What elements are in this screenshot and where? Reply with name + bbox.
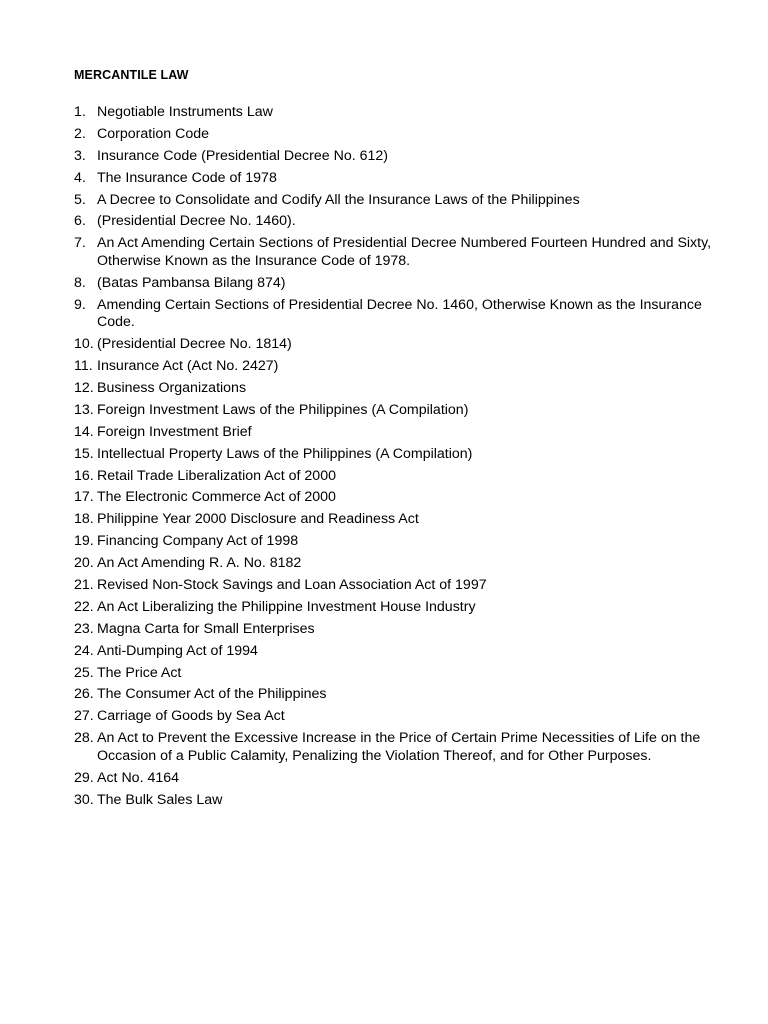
list-item-text: Revised Non-Stock Savings and Loan Association Act of 1997: [97, 577, 487, 593]
list-item-text: The Price Act: [97, 664, 182, 681]
list-item: [74, 468, 714, 486]
list-item-number: 16.: [74, 467, 94, 484]
list-item-text: (Presidential Decree No. 1814): [97, 336, 292, 353]
list-item: [74, 170, 714, 188]
list-item-number: 22.: [74, 598, 94, 615]
list-item: [74, 792, 714, 810]
list-item-text: (Presidential Decree No. 1460).: [97, 213, 296, 230]
list-item: [74, 643, 714, 661]
list-item-number: 30.: [74, 791, 94, 808]
list-item-text: The Bulk Sales Law: [97, 791, 223, 808]
list-item-text: The Insurance Code of 1978: [97, 169, 277, 186]
list-item: [74, 686, 714, 704]
list-item: [74, 621, 714, 639]
list-item-text: An Act Liberalizing the Philippine Investment House Industry: [97, 598, 476, 615]
list-item-number: 23.: [74, 620, 94, 637]
list-item-text: Foreign Investment Brief: [97, 423, 252, 440]
list-item-number: 14.: [74, 423, 94, 440]
list-item-text: Financing Company Act of 1998: [97, 533, 299, 550]
list-item-number: 10.: [74, 336, 94, 353]
list-item: [74, 533, 714, 551]
list-item-number: 11.: [74, 358, 93, 375]
list-item-text: The Consumer Act of the Philippines: [97, 686, 327, 703]
list-item-number: 18.: [74, 511, 94, 528]
list-item: [74, 213, 714, 231]
list-item: [74, 424, 714, 442]
list-item-number: 26.: [74, 686, 94, 703]
list-item-number: 25.: [74, 664, 94, 681]
list-item-number: 4.: [74, 169, 86, 186]
list-item-number: 7.: [74, 235, 86, 252]
list-item: [74, 148, 714, 166]
list-item: [74, 555, 714, 573]
list-item: [74, 511, 714, 529]
list-item: [74, 489, 714, 507]
list-item-text: Magna Carta for Small Enterprises: [97, 620, 315, 637]
list-item: [74, 402, 714, 420]
list-item-number: 17.: [74, 489, 94, 506]
list-item-text: Amending Certain Sections of Presidential Decree No. 1460, Otherwise Known as the Insurance Code.: [97, 296, 702, 331]
list-item: [74, 104, 714, 122]
list-item-number: 21.: [74, 577, 94, 593]
list-item-number: 20.: [74, 555, 94, 572]
list-item-number: 28.: [74, 730, 94, 747]
document-title: MERCANTILE LAW: [74, 68, 189, 82]
list-item-text: An Act to Prevent the Excessive Increase in the Price of Certain Prime Necessities of Life on the Occasion of a Public Calamity, Penalizing the Violation Thereof, and for Other Purposes.: [97, 730, 701, 764]
list-item: [74, 577, 714, 595]
list-item-text: Retail Trade Liberalization Act of 2000: [97, 467, 336, 484]
list-item-text: Corporation Code: [97, 125, 209, 142]
list-item-number: 6.: [74, 213, 86, 230]
list-item-number: 15.: [74, 445, 94, 462]
list-item: [74, 275, 714, 293]
list-item: [74, 708, 714, 726]
list-item-number: 12.: [74, 379, 94, 396]
list-item-number: 27.: [74, 708, 94, 725]
list-item-text: Intellectual Property Laws of the Philippines (A Compilation): [97, 445, 473, 462]
list-item-number: 13.: [74, 401, 94, 418]
list-item: [74, 358, 714, 376]
list-item-text: An Act Amending Certain Sections of Presidential Decree Numbered Fourteen Hundred and Sixty, Otherwise Known as the Insurance Code of 1978.: [97, 235, 712, 269]
list-item: [74, 192, 714, 210]
list-item-number: 29.: [74, 769, 94, 786]
list-item: [74, 599, 714, 617]
list-item-number: 8.: [74, 274, 86, 291]
list-item-number: 19.: [74, 533, 94, 550]
list-item-text: Anti-Dumping Act of 1994: [97, 642, 258, 659]
list-item-text: Business Organizations: [97, 379, 247, 396]
list-item-number: 9.: [74, 296, 86, 313]
list-item: [74, 235, 714, 270]
list-item-text: Negotiable Instruments Law: [97, 104, 273, 120]
list-item: [74, 446, 714, 464]
list-item: [74, 665, 714, 683]
list-item-number: 24.: [74, 642, 94, 659]
list-item-text: Insurance Act (Act No. 2427): [97, 358, 279, 375]
list-item-text: Insurance Code (Presidential Decree No. 612): [97, 147, 388, 164]
law-list: [74, 104, 714, 814]
list-item-text: Carriage of Goods by Sea Act: [97, 708, 285, 725]
list-item-number: 5.: [74, 191, 86, 208]
list-item-number: 1.: [74, 104, 86, 120]
list-item-text: Philippine Year 2000 Disclosure and Readiness Act: [97, 511, 419, 528]
list-item-text: The Electronic Commerce Act of 2000: [97, 489, 336, 506]
list-item-text: An Act Amending R. A. No. 8182: [97, 555, 302, 572]
list-item: [74, 126, 714, 144]
list-item: [74, 336, 714, 354]
list-item-number: 3.: [74, 147, 86, 164]
list-item-number: 2.: [74, 125, 86, 142]
list-item-text: A Decree to Consolidate and Codify All the Insurance Laws of the Philippines: [97, 191, 580, 208]
list-item-text: Act No. 4164: [97, 769, 180, 786]
list-item: [74, 380, 714, 398]
list-item-text: Foreign Investment Laws of the Philippines (A Compilation): [97, 401, 469, 418]
list-item: [74, 770, 714, 788]
list-item: [74, 297, 714, 332]
list-item-text: (Batas Pambansa Bilang 874): [97, 274, 286, 291]
list-item: [74, 730, 714, 765]
